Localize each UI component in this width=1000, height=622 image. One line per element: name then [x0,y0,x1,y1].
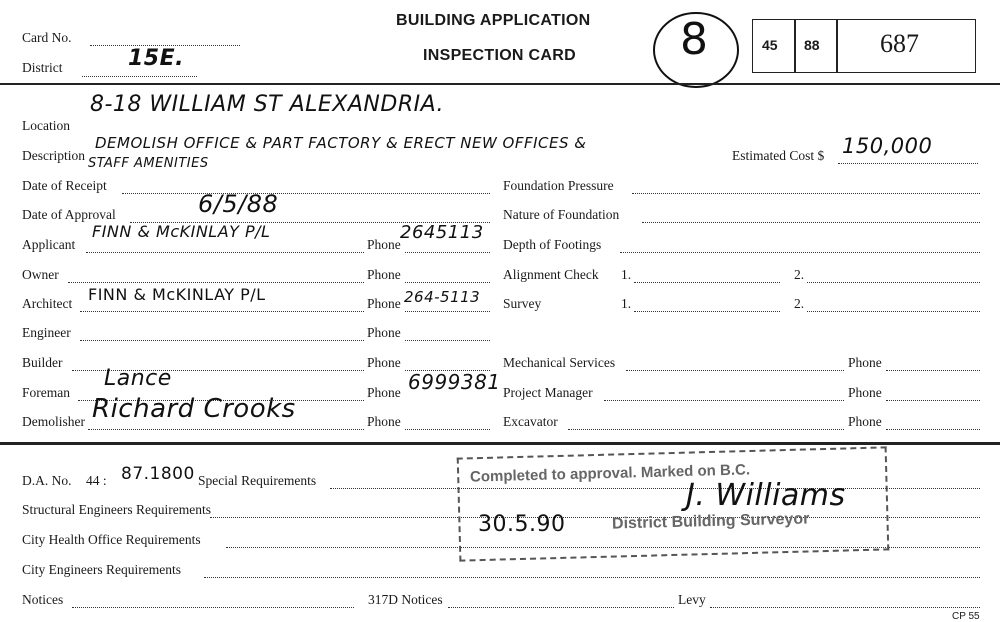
project-manager-line [604,400,844,401]
survey-line-1 [634,311,780,312]
date-of-receipt-label: Date of Receipt [22,178,107,193]
foundation-pressure-line [632,193,980,194]
ref-cell-3: 687 [880,29,919,58]
estimated-cost-value: 150,000 [842,134,933,158]
architect-phone-line [405,311,490,312]
notices-317d-line [448,607,674,608]
builder-phone-label: Phone [367,355,401,370]
project-manager-phone-label: Phone [848,385,882,400]
owner-phone-line [405,282,490,283]
mechanical-services-label: Mechanical Services [503,355,616,370]
levy-label: Levy [678,592,706,607]
alignment-check-num-1: 1. [621,267,632,282]
title-line2: INSPECTION CARD [423,47,576,64]
nature-of-foundation-label: Nature of Foundation [503,207,620,222]
mechanical-services-phone-line [886,370,980,371]
survey-line-2 [807,311,980,312]
title-line1: BUILDING APPLICATION [396,12,591,29]
survey-num-2: 2. [794,296,805,311]
alignment-check-line-1 [634,282,780,283]
project-manager-label: Project Manager [503,385,593,400]
ref-cell-2: 88 [804,37,820,53]
nature-of-foundation-line [642,222,980,223]
demolisher-label: Demolisher [22,414,85,429]
engineer-label: Engineer [22,325,71,340]
footer-code: CP 55 [952,611,980,622]
architect-value: FINN & McKINLAY P/L [88,285,266,304]
architect-label: Architect [22,296,73,311]
middle-rule [0,442,1000,445]
demolisher-line [88,429,364,430]
architect-phone-label: Phone [367,296,401,311]
applicant-value: FINN & McKINLAY P/L [92,222,271,241]
reference-box [752,19,976,73]
applicant-phone-value: 2645113 [400,222,484,243]
district-value: 15E. [128,46,185,71]
date-of-receipt-line [122,193,490,194]
survey-label: Survey [503,296,542,311]
circled-number: 8 [680,14,709,65]
builder-label: Builder [22,355,63,370]
ref-divider-2 [836,19,838,73]
applicant-phone-line [405,252,490,253]
excavator-label: Excavator [503,414,558,429]
architect-phone-value: 264-5113 [404,288,481,306]
owner-label: Owner [22,267,59,282]
city-health-label: City Health Office Requirements [22,532,201,547]
levy-line [710,607,980,608]
da-value: 87.1800 [121,464,195,484]
stamp-signature: J. Williams [686,478,846,513]
description-value-1: DEMOLISH OFFICE & PART FACTORY & ERECT NEW OFFICES & [95,134,587,152]
architect-line [80,311,364,312]
structural-engineers-label: Structural Engineers Requirements [22,502,211,517]
foundation-pressure-label: Foundation Pressure [503,178,614,193]
notices-label: Notices [22,592,64,607]
alignment-check-label: Alignment Check [503,267,599,282]
stamp-date: 30.5.90 [478,512,566,537]
demolisher-phone-line [405,429,490,430]
excavator-phone-line [886,429,980,430]
foreman-phone-value: 6999381 [408,370,501,394]
date-of-approval-value: 6/5/88 [198,190,279,218]
foreman-label: Foreman [22,385,70,400]
engineer-phone-label: Phone [367,325,401,340]
applicant-label: Applicant [22,237,76,252]
demolisher-phone-label: Phone [367,414,401,429]
card-no-label: Card No. [22,30,72,45]
excavator-line [568,429,844,430]
ref-divider-1 [794,19,796,73]
notices-317d-label: 317D Notices [368,592,443,607]
mechanical-services-phone-label: Phone [848,355,882,370]
excavator-phone-label: Phone [848,414,882,429]
stamp-line2: District Building Surveyor [611,510,810,533]
mechanical-services-line [626,370,844,371]
owner-line [68,282,364,283]
da-prefix: 44 : [86,473,107,488]
depth-of-footings-line [620,252,980,253]
da-no-label: D.A. No. [22,473,72,488]
estimated-cost-label: Estimated Cost $ [732,148,825,163]
city-engineers-label: City Engineers Requirements [22,562,181,577]
district-label: District [22,60,63,75]
description-label: Description [22,148,85,163]
demolisher-value: Richard Crooks [92,394,296,424]
engineer-line [80,340,364,341]
special-requirements-label: Special Requirements [198,473,317,488]
ref-cell-1: 45 [762,37,778,53]
alignment-check-num-2: 2. [794,267,805,282]
depth-of-footings-label: Depth of Footings [503,237,602,252]
estimated-cost-line [838,163,978,164]
header-rule [0,83,1000,85]
stamp-line1: Completed to approval. Marked on B.C. [469,461,751,486]
location-label: Location [22,118,70,133]
project-manager-phone-line [886,400,980,401]
foreman-phone-label: Phone [367,385,401,400]
location-value: 8-18 WILLIAM ST ALEXANDRIA. [90,92,445,117]
engineer-phone-line [405,340,490,341]
foreman-value: Lance [104,366,172,391]
district-line [82,76,197,77]
survey-num-1: 1. [621,296,632,311]
description-value-2: STAFF AMENITIES [88,156,209,171]
date-of-approval-label: Date of Approval [22,207,116,222]
city-engineers-line [204,577,980,578]
notices-line [72,607,354,608]
applicant-line [86,252,364,253]
alignment-check-line-2 [807,282,980,283]
owner-phone-label: Phone [367,267,401,282]
applicant-phone-label: Phone [367,237,401,252]
